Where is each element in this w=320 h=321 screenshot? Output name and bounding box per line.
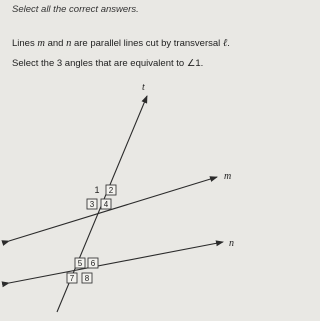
angle-4-label: 4	[103, 200, 109, 209]
line-m-label: m	[224, 171, 232, 182]
line-t-ref: ℓ	[222, 38, 228, 49]
angle-7-label: 7	[69, 274, 75, 283]
statement-middle: are parallel lines cut by transversal	[71, 38, 223, 49]
statement-suffix: .	[227, 38, 230, 49]
line-m-ref: m	[37, 38, 45, 49]
angle-8-button[interactable]	[82, 273, 92, 283]
line-n-label: n	[229, 238, 234, 249]
transversal-label: t	[142, 82, 145, 93]
instruction-suffix: .	[200, 58, 204, 69]
angle-1-label: 1	[94, 185, 100, 195]
angle-4-button[interactable]	[101, 199, 111, 209]
line-n-ref: n	[66, 38, 72, 49]
angle-5-button[interactable]	[75, 258, 85, 268]
angle-5-label: 5	[77, 259, 83, 268]
question-header: Select all the correct answers.	[12, 4, 139, 15]
angle-3-label: 3	[89, 200, 95, 209]
angle-7-button[interactable]	[67, 273, 77, 283]
angle-6-label: 6	[90, 259, 96, 268]
statement-and: and	[44, 38, 67, 49]
angle-2-button[interactable]	[106, 185, 116, 195]
angle-8-label: 8	[84, 274, 90, 283]
line-n	[9, 242, 223, 283]
instruction-text: Select the 3 angles that are equivalent to	[12, 58, 187, 69]
statement-prefix: Lines	[12, 38, 38, 49]
angle-ref: ∠1	[186, 58, 201, 69]
angle-3-button[interactable]	[87, 199, 97, 209]
angle-2-label: 2	[108, 186, 114, 195]
angle-6-button[interactable]	[88, 258, 98, 268]
